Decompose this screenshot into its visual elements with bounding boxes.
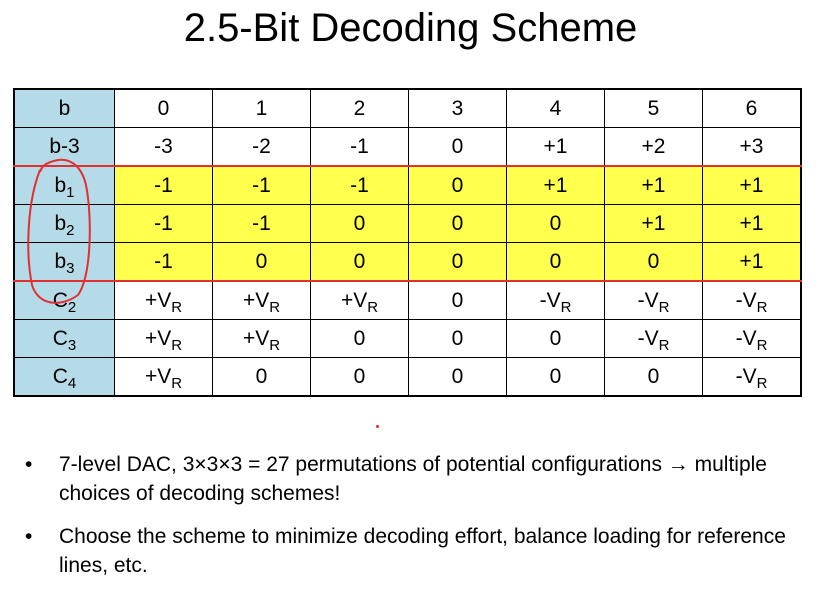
table-cell: $-V_R$ (507, 281, 605, 320)
bullet-marker: • (25, 525, 33, 548)
table-cell: 0 (409, 205, 507, 243)
table-cell: 0 (311, 243, 409, 282)
table-row (14, 320, 801, 358)
table-cell: $+V_R$ (213, 320, 311, 358)
table-cell: $-V_R$ (605, 320, 703, 358)
table-cell: 0 (605, 243, 703, 282)
table-cell: $+V_R$ (115, 358, 213, 397)
table-row (14, 243, 801, 282)
table-cell: 0 (507, 205, 605, 243)
row-label: $C_3$ (14, 320, 115, 358)
row-label: $C_2$ (14, 281, 115, 320)
table-cell: 0 (213, 243, 311, 282)
table-cell: 0 (311, 205, 409, 243)
table-row (14, 205, 801, 243)
row-label: b-3 (14, 128, 115, 167)
table-row (14, 128, 801, 167)
table-cell: $-V_R$ (703, 281, 802, 320)
table-cell: $-V_R$ (703, 320, 802, 358)
table-cell: $-V_R$ (703, 358, 802, 397)
table-cell: 0 (507, 243, 605, 282)
table-cell: 0 (409, 320, 507, 358)
table-cell: 6 (703, 89, 802, 128)
table-cell: 3 (409, 89, 507, 128)
table-row (14, 166, 801, 205)
bullet-list (25, 450, 805, 594)
table-row (14, 89, 801, 128)
table-cell: 0 (311, 358, 409, 397)
table-cell: 0 (409, 166, 507, 205)
decoding-table (13, 88, 802, 397)
table-cell: +1 (605, 205, 703, 243)
table-cell: $-V_R$ (605, 281, 703, 320)
table-cell: 5 (605, 89, 703, 128)
annotation-dot (376, 425, 379, 428)
row-label: b (14, 89, 115, 128)
table-cell: 0 (605, 358, 703, 397)
table-cell: $+V_R$ (115, 281, 213, 320)
row-label: $b_2$ (14, 205, 115, 243)
table-row (14, 281, 801, 320)
table-cell: +1 (703, 243, 802, 282)
table-cell: -1 (213, 205, 311, 243)
table-cell: -1 (213, 166, 311, 205)
table-cell: -2 (213, 128, 311, 167)
table-cell: 0 (409, 243, 507, 282)
table-cell: -1 (115, 243, 213, 282)
decoding-table-body (14, 89, 801, 396)
table-cell: 0 (409, 358, 507, 397)
table-cell: 2 (311, 89, 409, 128)
table-cell: 0 (115, 89, 213, 128)
table-cell: +1 (703, 205, 802, 243)
table-cell: +3 (703, 128, 802, 167)
row-label: $b_3$ (14, 243, 115, 282)
table-cell: +1 (703, 166, 802, 205)
bullet-text: 7-level DAC, 3×3×3 = 27 permutations of potential configurations → multiple choices of decoding schemes! (59, 453, 767, 505)
table-cell: 0 (507, 320, 605, 358)
table-cell: +1 (507, 166, 605, 205)
table-cell: -1 (311, 166, 409, 205)
table-cell: $+V_R$ (213, 281, 311, 320)
slide-title: 2.5-Bit Decoding Scheme (183, 6, 638, 50)
table-cell: -1 (311, 128, 409, 167)
table-cell: 1 (213, 89, 311, 128)
table-cell: $+V_R$ (115, 320, 213, 358)
table-cell: -3 (115, 128, 213, 167)
table-cell: 0 (409, 128, 507, 167)
table-cell: 0 (213, 358, 311, 397)
table-cell: 0 (409, 281, 507, 320)
bullet-item (25, 522, 805, 580)
bullet-item (25, 450, 805, 508)
bullet-marker: • (25, 453, 33, 476)
table-cell: 0 (507, 358, 605, 397)
table-cell: $+V_R$ (311, 281, 409, 320)
table-cell: -1 (115, 205, 213, 243)
table-cell: -1 (115, 166, 213, 205)
row-label: $C_4$ (14, 358, 115, 397)
row-label: $b_1$ (14, 166, 115, 205)
table-cell: 4 (507, 89, 605, 128)
table-cell: +1 (507, 128, 605, 167)
bullet-text: Choose the scheme to minimize decoding effort, balance loading for reference lines, etc. (59, 525, 786, 577)
table-cell: +1 (605, 166, 703, 205)
table-cell: +2 (605, 128, 703, 167)
table-cell: 0 (311, 320, 409, 358)
table-row (14, 358, 801, 397)
